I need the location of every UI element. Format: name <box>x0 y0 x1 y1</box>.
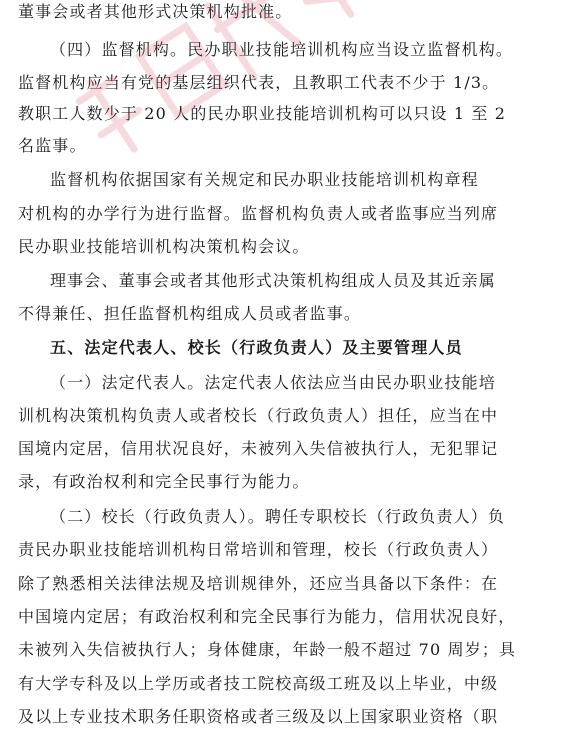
text-line: 及以上专业技术职务任职资格或者三级及以上国家职业资格（职 <box>18 707 499 726</box>
text-line: 有大学专科及以上学历或者技工院校高级工班及以上毕业，中级 <box>18 674 499 693</box>
text-line: 教职工人数少于 20 人的民办职业技能培训机构可以只设 1 至 2 <box>18 104 507 123</box>
text-line: 民办职业技能培训机构决策机构会议。 <box>18 237 310 256</box>
text-line: 对机构的办学行为进行监督。监督机构负责人或者监事应当列席 <box>18 204 499 223</box>
text-line: 除了熟悉相关法律法规及培训规律外，还应当具备以下条件：在 <box>18 574 499 593</box>
section-heading: 五、法定代表人、校长（行政负责人）及主要管理人员 <box>50 338 463 357</box>
text-line: 国境内定居，信用状况良好，未被列入失信被执行人，无犯罪记 <box>18 439 499 458</box>
document-page <box>18 0 553 736</box>
text-line: 未被列入失信被执行人；身体健康，年龄一般不超过 70 周岁；具 <box>18 640 517 659</box>
text-line: 名监事。 <box>18 136 87 155</box>
text-line: 责民办职业技能培训机构日常培训和管理，校长（行政负责人） <box>18 540 499 559</box>
text-line: 董事会或者其他形式决策机构批准。 <box>18 2 293 21</box>
text-line: （二）校长（行政负责人）。聘任专职校长（行政负责人）负 <box>50 507 506 526</box>
text-line: 不得兼任、担任监督机构组成人员或者监事。 <box>18 304 362 323</box>
text-line: 训机构决策机构负责人或者校长（行政负责人）担任，应当在中 <box>18 406 499 425</box>
text-line: 监督机构应当有党的基层组织代表，且教职工代表不少于 1/3。 <box>18 73 500 92</box>
text-line: （一）法定代表人。法定代表人依法应当由民办职业技能培 <box>50 373 496 392</box>
text-line: 录，有政治权利和完全民事行为能力。 <box>18 472 310 491</box>
text-line: 中国境内定居；有政治权利和完全民事行为能力，信用状况良好， <box>18 607 516 626</box>
text-line: 监督机构依据国家有关规定和民办职业技能培训机构章程 <box>50 170 479 189</box>
text-line: 理事会、董事会或者其他形式决策机构组成人员及其近亲属 <box>50 271 496 290</box>
text-line: （四）监督机构。民办职业技能培训机构应当设立监督机构。 <box>50 40 514 59</box>
